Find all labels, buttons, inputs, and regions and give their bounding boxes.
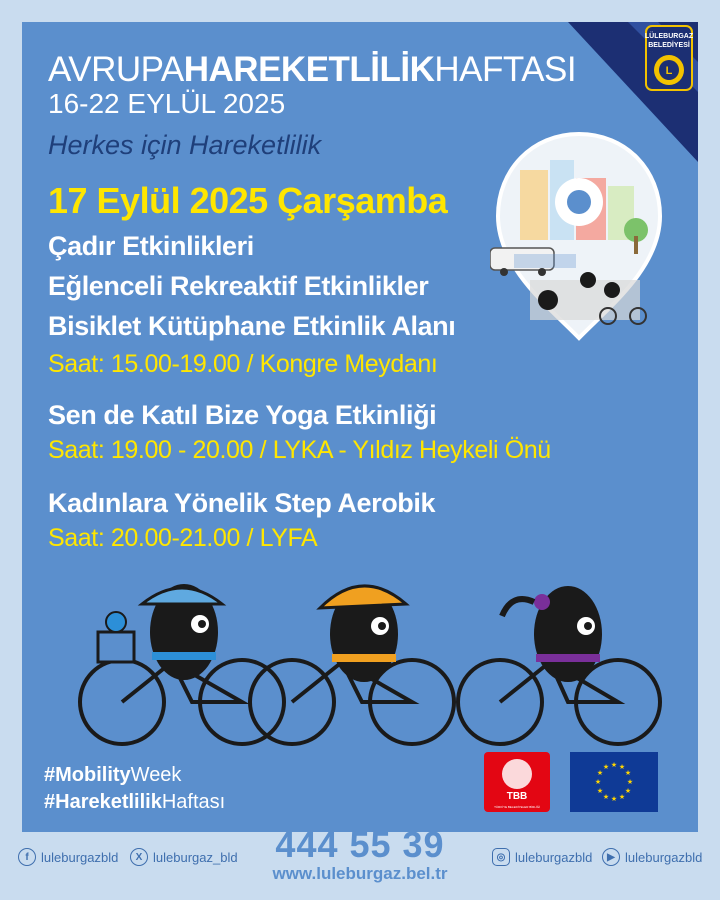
svg-text:★: ★ <box>610 761 618 769</box>
website-link[interactable]: www.luleburgaz.bel.tr <box>272 864 448 883</box>
logo-line2: BELEDİYESİ <box>648 42 690 49</box>
hashtag2-rest: Haftası <box>161 791 226 813</box>
youtube-handle: luleburgazbld <box>625 849 703 865</box>
youtube-icon: ▶ <box>602 848 620 866</box>
svg-text:★: ★ <box>624 769 632 777</box>
activity-tent: Çadır Etkinlikleri <box>48 231 254 261</box>
tbb-logo <box>484 752 550 812</box>
title-suffix: HAFTASI <box>434 50 577 89</box>
eu-stars-icon <box>570 752 658 812</box>
svg-text:★: ★ <box>602 763 610 771</box>
cyclists-illustration <box>72 552 662 752</box>
hashtag1-rest: Week <box>130 764 182 786</box>
title-bold: HAREKETLİLİK <box>183 50 435 89</box>
x-icon: X <box>130 848 148 866</box>
phone-number: 444 55 39 <box>275 824 445 865</box>
x-handle: luleburgaz_bld <box>153 849 238 865</box>
hashtag2-bold: #Hareketlilik <box>44 791 162 813</box>
activity-bike-library: Bisiklet Kütüphane Etkinlik Alanı <box>48 311 456 341</box>
youtube-link[interactable] <box>602 848 702 866</box>
activity-recreational: Eğlenceli Rekreaktif Etkinlikler <box>48 271 429 301</box>
luleburgaz-logo-icon <box>645 26 694 90</box>
event-title <box>48 50 576 90</box>
logo-line1: LÜLEBURGAZ <box>644 33 694 40</box>
tbb-label: TBB <box>506 791 528 802</box>
hashtag-hareketlilik <box>44 791 225 814</box>
facebook-handle: luleburgazbld <box>41 849 119 865</box>
x-link[interactable] <box>130 848 238 866</box>
svg-text:★: ★ <box>624 787 632 795</box>
hashtag1-bold: #Mobility <box>44 764 131 786</box>
svg-text:★: ★ <box>618 763 626 771</box>
eu-flag <box>570 752 658 812</box>
svg-text:★: ★ <box>594 778 602 786</box>
hashtag-mobility-week <box>44 764 181 787</box>
time-location-1: Saat: 15.00-19.00 / Kongre Meydanı <box>48 350 438 378</box>
activity-step-aerobic: Kadınlara Yönelik Step Aerobik <box>48 488 436 518</box>
activity-yoga: Sen de Katıl Bize Yoga Etkinliği <box>48 400 437 430</box>
instagram-icon: ◎ <box>492 848 510 866</box>
svg-text:★: ★ <box>596 787 604 795</box>
svg-text:★: ★ <box>610 795 618 803</box>
svg-text:★: ★ <box>602 793 610 801</box>
facebook-link[interactable] <box>18 848 118 866</box>
svg-text:★: ★ <box>626 778 634 786</box>
city-pin-illustration <box>490 130 668 342</box>
event-day: 17 Eylül 2025 Çarşamba <box>48 180 448 221</box>
svg-text:★: ★ <box>596 769 604 777</box>
logo-letter: L <box>665 65 673 77</box>
facebook-icon: f <box>18 848 36 866</box>
time-location-2: Saat: 19.00 - 20.00 / LYKA - Yıldız Heykeli Önü <box>48 436 551 464</box>
instagram-handle: luleburgazbld <box>515 849 593 865</box>
svg-text:★: ★ <box>618 793 626 801</box>
event-dates: 16-22 EYLÜL 2025 <box>48 88 286 119</box>
title-prefix: AVRUPA <box>48 50 184 89</box>
slogan: Herkes için Hareketlilik <box>48 130 322 160</box>
time-location-3: Saat: 20.00-21.00 / LYFA <box>48 524 318 552</box>
tbb-sub: TÜRKİYE BELEDİYELER BİRLİĞİ <box>494 805 540 809</box>
poster-panel <box>22 22 698 832</box>
tbb-globe-icon <box>484 752 550 812</box>
instagram-link[interactable] <box>492 848 592 866</box>
